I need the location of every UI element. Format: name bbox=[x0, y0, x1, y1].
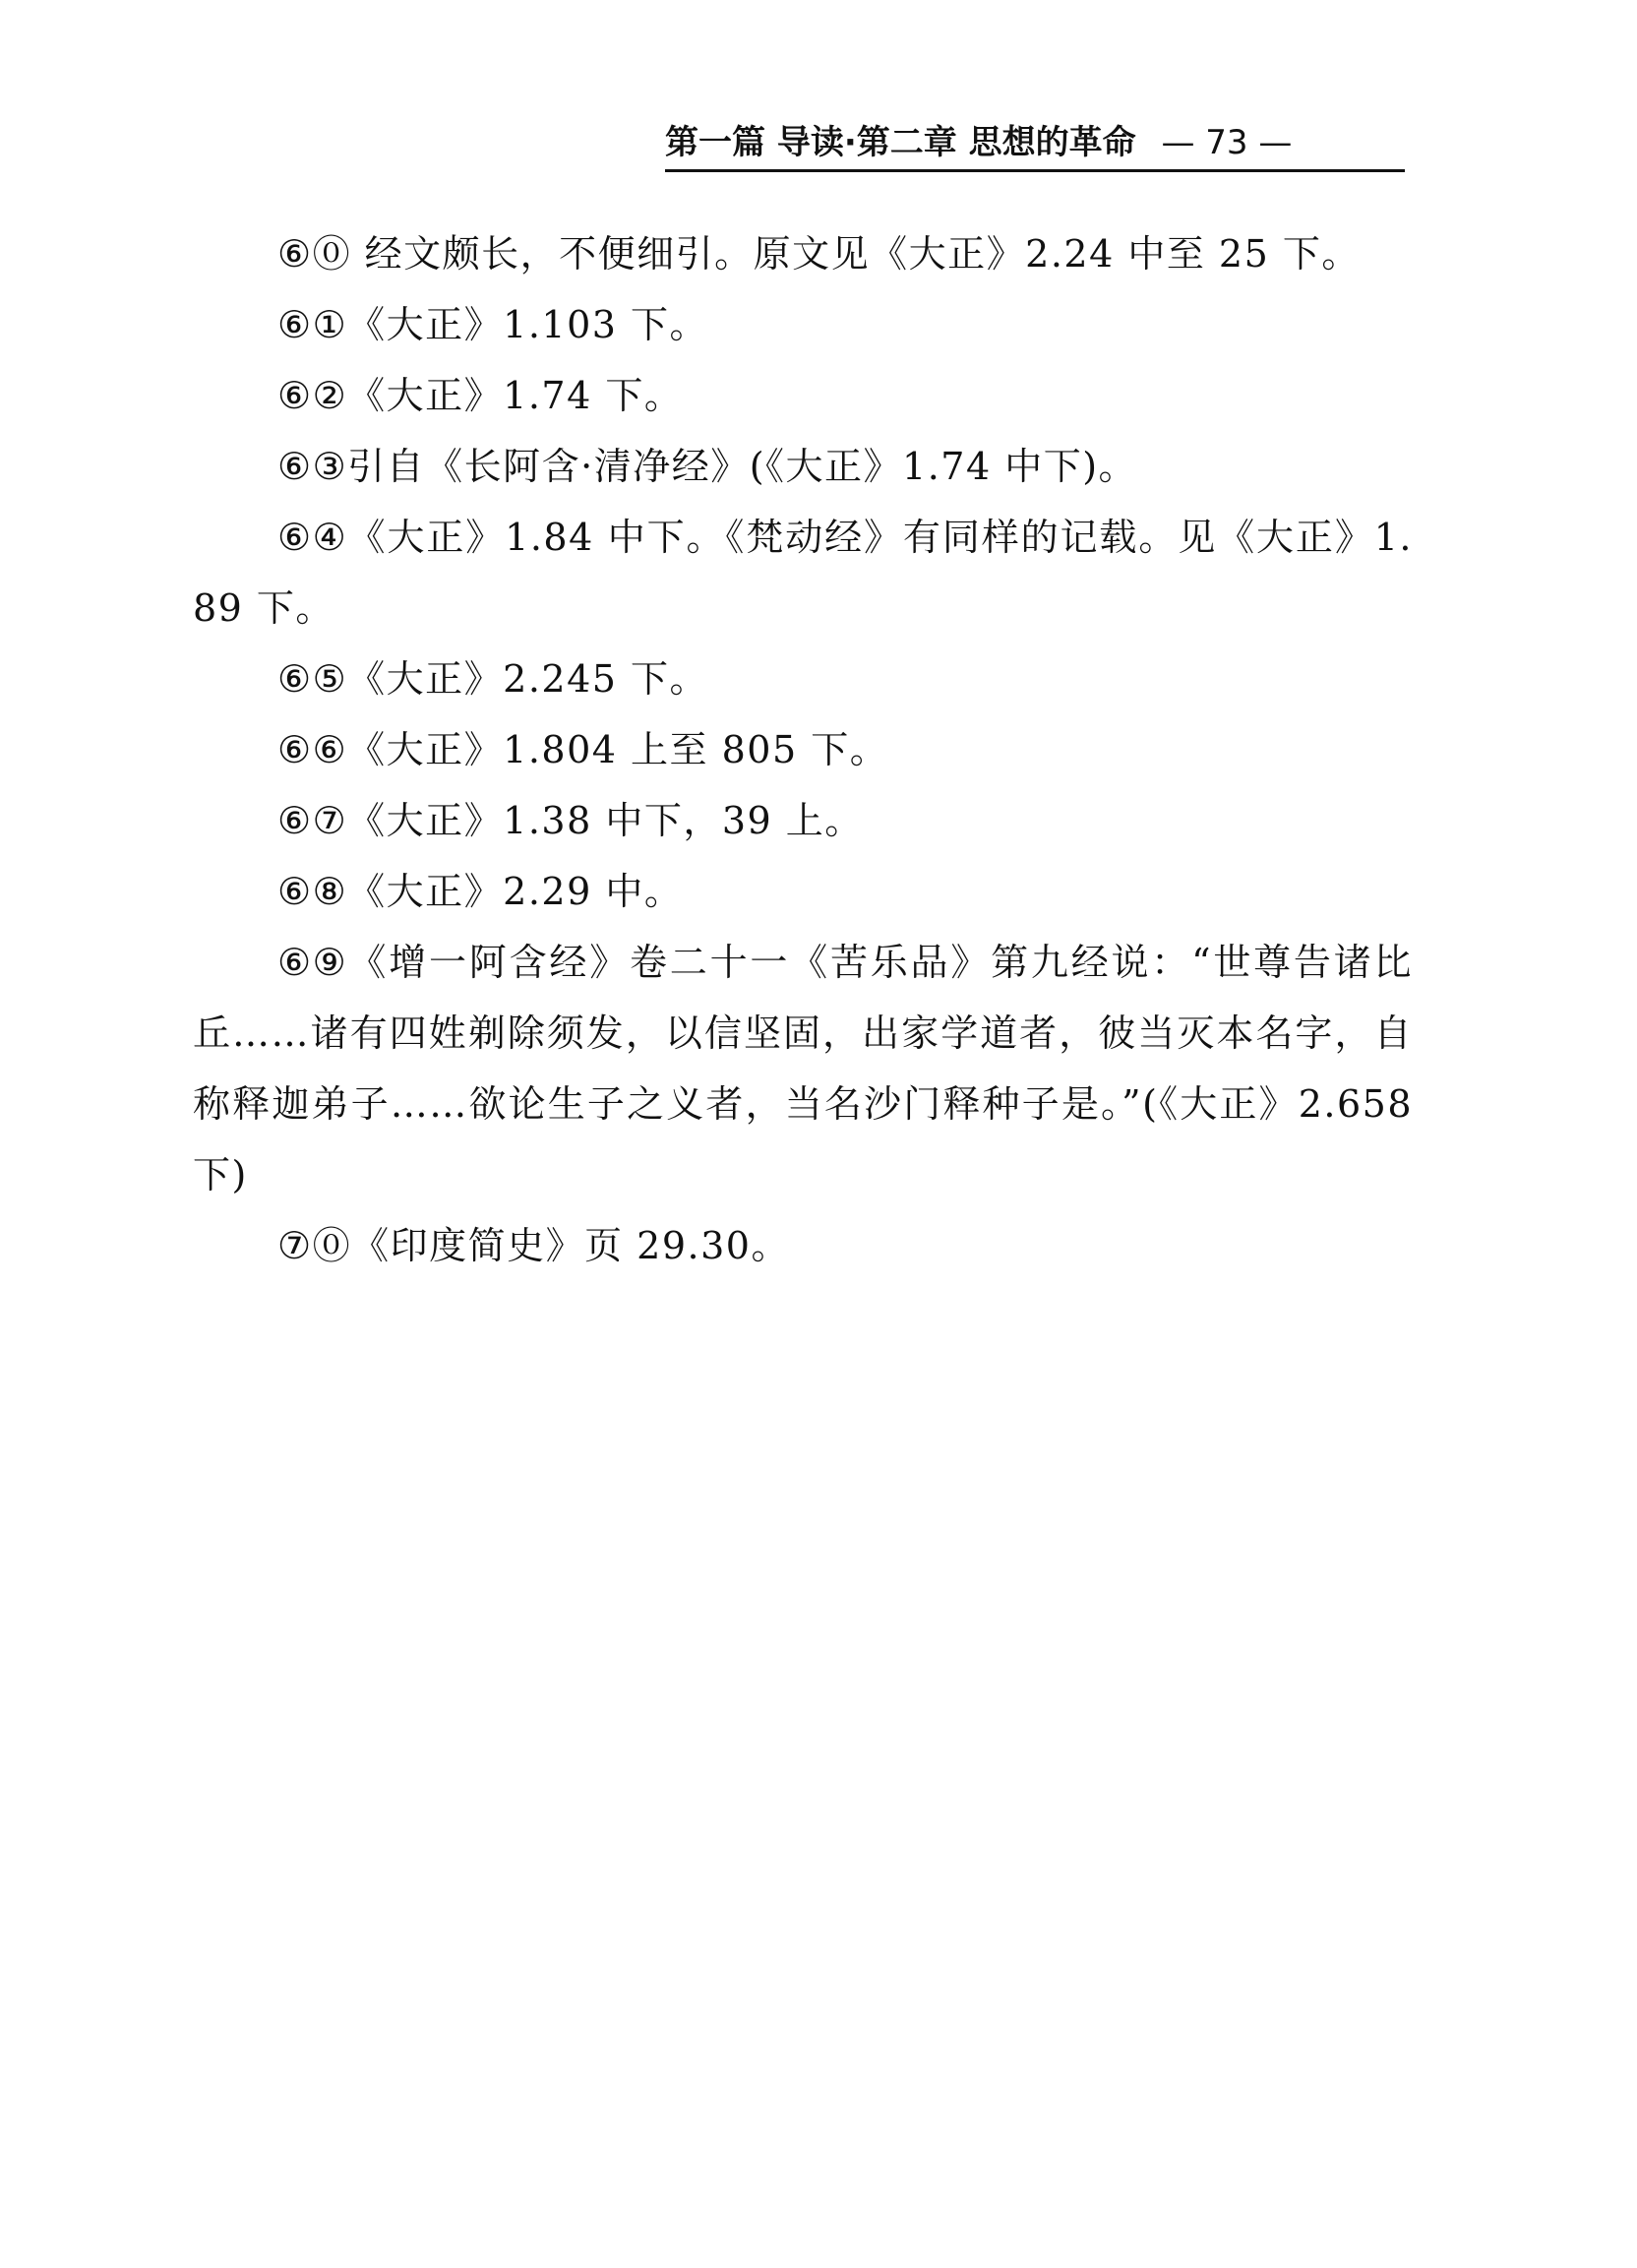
note-marker: ⑥④ bbox=[277, 516, 348, 559]
note-marker: ⑥⑦ bbox=[277, 799, 348, 842]
note-text: 《大正》1.804 上至 805 下。 bbox=[347, 728, 889, 771]
note-text: 引自《长阿含·清净经》(《大正》1.74 中下)。 bbox=[347, 445, 1138, 488]
running-header bbox=[665, 116, 1405, 172]
note-marker: ⑥⑧ bbox=[277, 870, 348, 913]
endnote-69 bbox=[193, 927, 1413, 1210]
endnote-66 bbox=[193, 714, 1413, 785]
note-text: 《大正》1.38 中下，39 上。 bbox=[347, 799, 864, 842]
endnote-67 bbox=[193, 785, 1413, 856]
note-text: 《大正》1.103 下。 bbox=[347, 303, 709, 346]
endnote-60 bbox=[193, 218, 1413, 289]
note-text: 《大正》1.74 下。 bbox=[347, 374, 684, 417]
endnote-65 bbox=[193, 644, 1413, 714]
endnote-61 bbox=[193, 289, 1413, 360]
note-marker: ⑥① bbox=[277, 303, 348, 346]
note-text: 《大正》2.29 中。 bbox=[347, 870, 684, 913]
note-text: 《大正》1.84 中下。《梵动经》有同样的记载。见《大正》1.89 下。 bbox=[193, 516, 1413, 630]
note-marker: ⑦⓪ bbox=[277, 1224, 352, 1267]
note-marker: ⑥② bbox=[277, 374, 348, 417]
note-text: 《印度简史》页 29.30。 bbox=[351, 1224, 790, 1267]
endnotes-list bbox=[193, 218, 1413, 1281]
note-marker: ⑥⓪ bbox=[277, 232, 352, 276]
note-marker: ⑥③ bbox=[277, 445, 348, 488]
header-title: 第一篇 导读·第二章 思想的革命 bbox=[665, 123, 1136, 162]
endnote-63 bbox=[193, 431, 1413, 502]
note-marker: ⑥⑨ bbox=[277, 941, 348, 984]
endnote-70 bbox=[193, 1210, 1413, 1281]
note-marker: ⑥⑥ bbox=[277, 728, 348, 771]
endnote-62 bbox=[193, 360, 1413, 431]
note-text: 经文颇长，不便细引。原文见《大正》2.24 中至 25 下。 bbox=[351, 232, 1361, 276]
note-marker: ⑥⑤ bbox=[277, 657, 348, 701]
note-text: 《增一阿含经》卷二十一《苦乐品》第九经说：“世尊告诸比丘……诸有四姓剃除须发，以信坚固，出家学道者，彼当灭本名字，自称释迦弟子……欲论生子之义者，当名沙门释种子是。”(《大正》2.658 下) bbox=[193, 941, 1413, 1196]
endnote-68 bbox=[193, 856, 1413, 927]
page-number: — 73 — bbox=[1161, 123, 1293, 162]
endnote-64 bbox=[193, 502, 1413, 644]
note-text: 《大正》2.245 下。 bbox=[347, 657, 709, 701]
